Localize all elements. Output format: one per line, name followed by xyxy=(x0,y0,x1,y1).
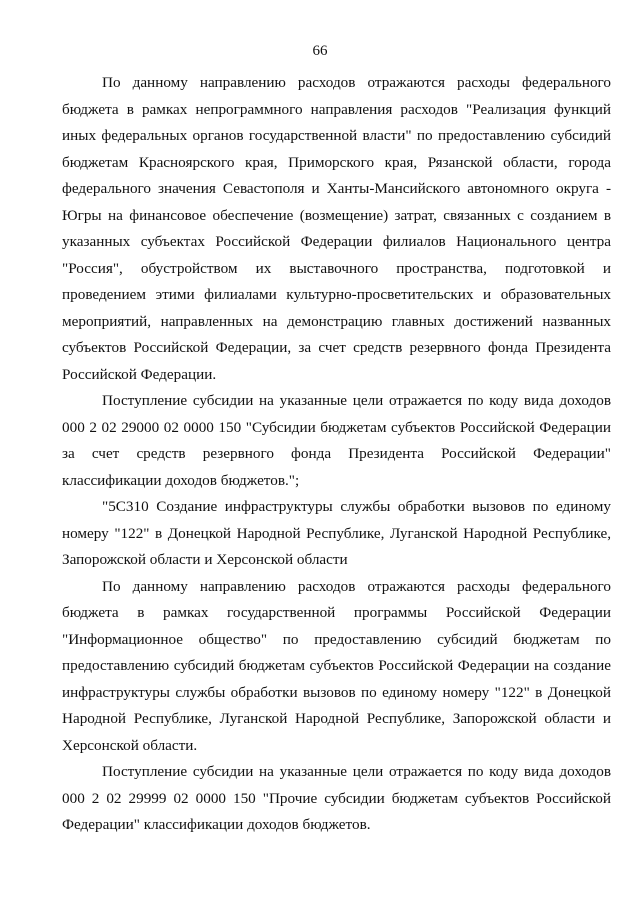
paragraph-5c310-heading: "5С310 Создание инфраструктуры службы обработки вызовов по единому номеру "122" в Донецкой Народной Республике, Луганской Народной Республике, Запорожской области и Херсонской области xyxy=(62,498,611,568)
paragraph-income-code-29999: Поступление субсидии на указанные цели отражается по коду вида доходов 000 2 02 29999 02 0000 150 "Прочие субсидии бюджетам субъектов Российской Федерации" классификации доходов бюджетов. xyxy=(62,763,611,833)
page-number: 66 xyxy=(312,43,328,59)
paragraph-expense-direction-information-society: По данному направлению расходов отражаются расходы федерального бюджета в рамках государственной программы Российской Федерации "Информационное общество" по предоставлению субсидий бюджетам по предоставлению субсидий бюджетам субъектов Российской Федерации на создание инфраструктуры службы обработки вызовов по единому номеру "122" в Донецкой Народной Республике, Луганской Народной Республике, Запорожской области и Херсонской области. xyxy=(62,577,611,754)
document-body xyxy=(62,70,611,839)
paragraph-expense-direction-national-center: По данному направлению расходов отражаются расходы федерального бюджета в рамках непрограммного направления расходов "Реализация функций иных федеральных органов государственной власти" по предоставлению субсидий бюджетам Красноярского края, Приморского края, Рязанской области, города федерального значения Севастополя и Ханты-Мансийского автономного округа - Югры на финансовое обеспечение (возмещение) затрат, связанных с созданием в указанных субъектах Российской Федерации филиалов Национального центра "Россия", обустройством их выставочного пространства, подготовкой и проведением этими филиалами культурно-просветительских и образовательных мероприятий, направленных на демонстрацию главных достижений названных субъектов Российской Федерации, за счет средств резервного фонда Президента Российской Федерации. xyxy=(62,74,611,383)
paragraph-income-code-29000: Поступление субсидии на указанные цели отражается по коду вида доходов 000 2 02 29000 02 0000 150 "Субсидии бюджетам субъектов Российской Федерации за счет средств резервного фонда Президента Российской Федерации" классификации доходов бюджетов."; xyxy=(62,392,611,489)
